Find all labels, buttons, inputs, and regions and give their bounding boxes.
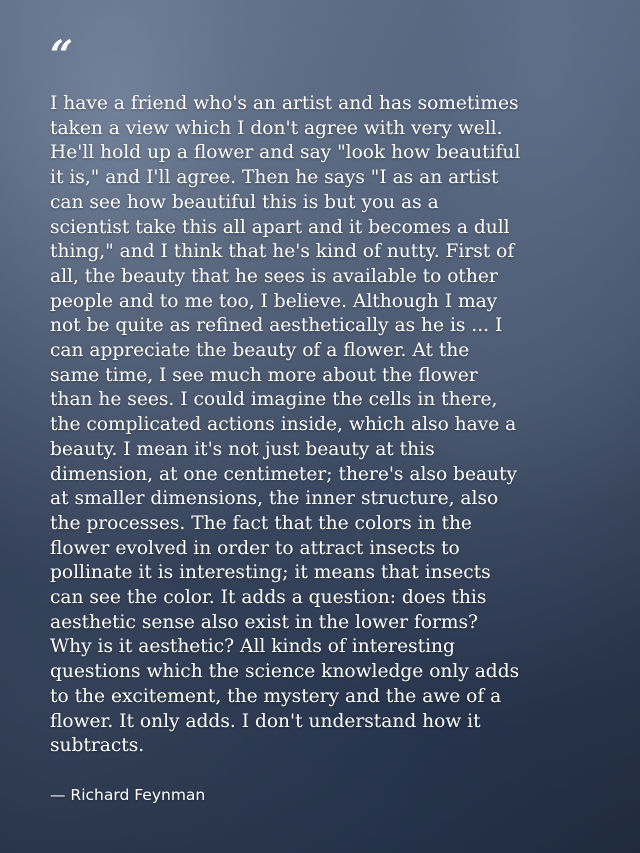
quote-line: thing," and I think that he's kind of nutty. First of bbox=[50, 241, 515, 263]
quote-line: He'll hold up a flower and say "look how beautiful bbox=[50, 142, 521, 164]
quote-line: people and to me too, I believe. Although I may bbox=[50, 290, 498, 312]
quote-line: flower. It only adds. I don't understand how it bbox=[50, 710, 481, 732]
quote-line: scientist take this all apart and it becomes a dull bbox=[50, 216, 510, 238]
quote-line: Why is it aesthetic? All kinds of interesting bbox=[50, 636, 455, 658]
quote-attribution: — Richard Feynman bbox=[50, 786, 206, 804]
quote-line: the processes. The fact that the colors in the bbox=[50, 512, 472, 534]
quote-text bbox=[50, 92, 595, 759]
quote-line: can appreciate the beauty of a flower. At the bbox=[50, 340, 470, 362]
quote-line: same time, I see much more about the flower bbox=[50, 364, 478, 386]
quote-line: dimension, at one centimeter; there's also beauty bbox=[50, 463, 518, 485]
quote-line: the complicated actions inside, which also have a bbox=[50, 414, 517, 436]
quote-line: can see how beautiful this is but you as a bbox=[50, 191, 439, 213]
quote-line: not be quite as refined aesthetically as he is ... I bbox=[50, 315, 503, 337]
quote-line: beauty. I mean it's not just beauty at this bbox=[50, 438, 435, 460]
quote-line: it is," and I'll agree. Then he says "I as an artist bbox=[50, 167, 499, 189]
quote-line: I have a friend who's an artist and has sometimes bbox=[50, 93, 519, 114]
quote-line: questions which the science knowledge only adds bbox=[50, 661, 520, 683]
quote-line: flower evolved in order to attract insects to bbox=[50, 537, 460, 559]
quote-line: to the excitement, the mystery and the awe of a bbox=[50, 685, 502, 707]
quote-line: all, the beauty that he sees is available to other bbox=[50, 265, 498, 287]
quote-line: can see the color. It adds a question: does this bbox=[50, 587, 487, 609]
quote-line: taken a view which I don't agree with very well. bbox=[50, 117, 503, 139]
quote-line: at smaller dimensions, the inner structure, also bbox=[50, 488, 499, 510]
quote-line: than he sees. I could imagine the cells in there, bbox=[50, 389, 498, 411]
quote-line: subtracts. bbox=[50, 735, 145, 757]
quote-line: pollinate it is interesting; it means that insects bbox=[50, 562, 491, 584]
quote-mark-icon: “ bbox=[50, 32, 72, 79]
quote-line: aesthetic sense also exist in the lower forms? bbox=[50, 611, 479, 633]
